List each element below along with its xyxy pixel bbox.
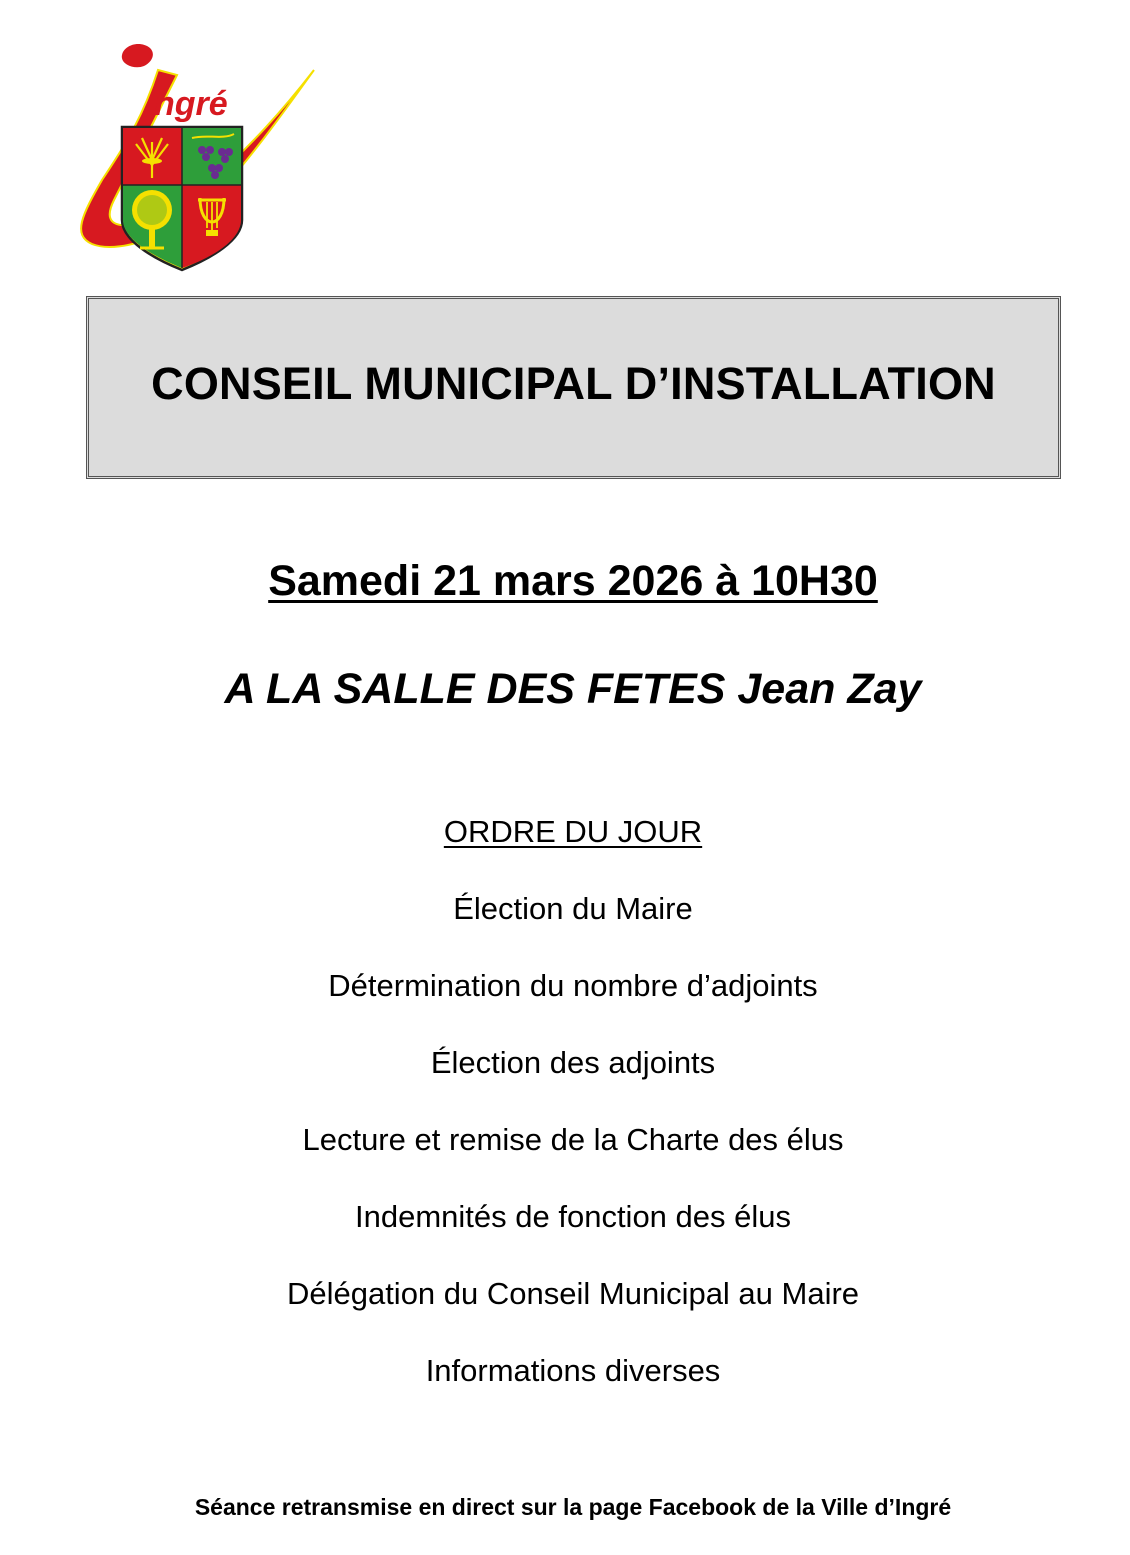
document-title: CONSEIL MUNICIPAL D’INSTALLATION	[151, 357, 996, 409]
agenda-item: Délégation du Conseil Municipal au Maire	[286, 1276, 860, 1311]
agenda-item: Informations diverses	[425, 1353, 721, 1388]
agenda-heading: ORDRE DU JOUR	[443, 814, 703, 849]
agenda-item: Indemnités de fonction des élus	[355, 1199, 791, 1234]
meeting-date: Samedi 21 mars 2026 à 10H30	[268, 557, 878, 605]
meeting-venue: A LA SALLE DES FETES Jean Zay	[224, 665, 922, 713]
agenda-item: Détermination du nombre d’adjoints	[328, 968, 818, 1003]
broadcast-note: Séance retransmise en direct sur la page Facebook de la Ville d’Ingré	[194, 1494, 952, 1520]
agenda-item: Lecture et remise de la Charte des élus	[302, 1122, 844, 1157]
agenda-list	[0, 812, 1130, 1428]
ingre-logo	[62, 30, 322, 275]
agenda-item: Élection du Maire	[453, 891, 693, 926]
svg-text:ngré: ngré	[154, 85, 228, 123]
ingre-coat-of-arms-icon	[62, 30, 322, 275]
agenda-item: Élection des adjoints	[430, 1045, 716, 1080]
title-box	[86, 296, 1061, 479]
